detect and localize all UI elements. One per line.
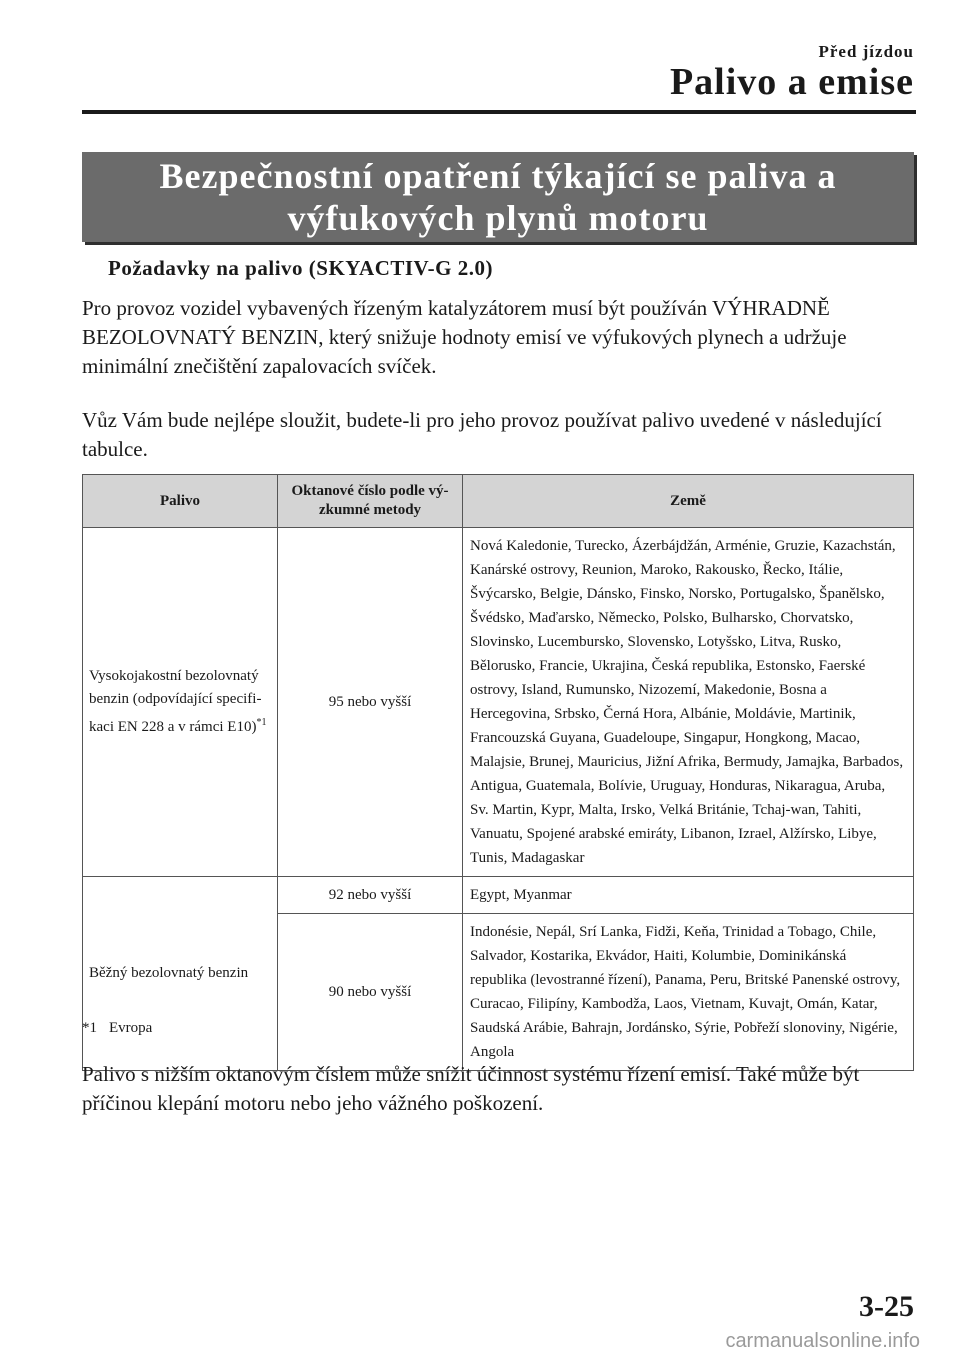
octane-cell: 90 nebo vyšší [278,914,463,1071]
section-label: Před jízdou [818,42,914,61]
header-country: Země [463,475,914,528]
section-banner [82,152,914,242]
fuel-type-cell [83,528,278,877]
paragraph-warning: Palivo s nižším oktanovým číslem může snížit účinnost systému řízení emisí. Také může být příčinou klepání motoru nebo jeho vážného poškození. [82,1062,860,1115]
countries-cell: Egypt, Myanmar [463,877,914,914]
header-fuel: Palivo [83,475,278,528]
banner-title: Bezpečnostní opatření týkající se paliva a výfukových plynů motoru [159,156,837,238]
header-octane: Oktanové číslo podle vý-zkumné metody [278,475,463,528]
table-row [83,877,914,914]
page-title: Palivo a emise [669,61,914,103]
footnote [82,1020,152,1037]
fuel-type-cell: Běžný bezolovnatý benzin [83,877,278,1071]
fuel-type: Vysokojakostní bezolovnatý benzin (odpovídající specifi-kaci EN 228 a v rámci E10) [89,668,262,735]
header-rule [82,110,916,114]
page-number: 3-25 [859,1290,914,1323]
octane-cell: 92 nebo vyšší [278,877,463,914]
table-header-row [83,475,914,528]
countries-cell: Nová Kaledonie, Turecko, Ázerbájdžán, Arménie, Gruzie, Kazachstán, Kanárské ostrovy, Reunion, Maroko, Rakousko, Řecko, Itálie, Švýcarsko, Belgie, Dánsko, Finsko, Norsko, Portugalsko, Španělsko, Švédsko, Maďarsko, Německo, Polsko, Bulharsko, Chorvatsko, Slovinsko, Lucembursko, Slovensko, Lotyšsko, Litva, Rusko, Bělorusko, Francie, Ukrajina, Česká republika, Estonsko, Faerské ostrovy, Island, Rumunsko, Nizozemí, Makedonie, Bosna a Hercegovina, Srbsko, Černá Hora, Albánie, Moldávie, Martinik, Francouzská Guyana, Guadeloupe, Singapur, Hongkong, Macao, Malajsie, Brunej, Mauricius, Jižní Afrika, Bermudy, Jamajka, Barbados, Antigua, Guatemala, Bolívie, Uruguay, Honduras, Nikaragua, Aruba, Sv. Martin, Kypr, Malta, Irsko, Velká Británie, Tchaj-wan, Tahiti, Vanuatu, Spojené arabské emiráty, Libanon, Izrael, Alžírsko, Libye, Tunis, Madagaskar [463,528,914,877]
watermark: carmanualsonline.info [725,1330,920,1352]
table-row [83,528,914,877]
footnote-ref: *1 [256,717,267,728]
footnote-text: Evropa [109,1020,153,1036]
countries-cell: Indonésie, Nepál, Srí Lanka, Fidži, Keňa, Trinidad a Tobago, Chile, Salvador, Kostarika, Ekvádor, Haiti, Kolumbie, Dominikánská republika (levostranné řízení), Panama, Peru, Britské Panenské ostrovy, Curacao, Filipíny, Kambodža, Laos, Vietnam, Kuvajt, Omán, Katar, Saudská Arábie, Bahrajn, Jordánsko, Sýrie, Pobřeží slonoviny, Nigérie, Angola [463,914,914,1071]
paragraph-requirement: Pro provoz vozidel vybavených řízeným katalyzátorem musí být používán VÝHRADNĚ BEZOLOVNATÝ BENZIN, který snižuje hodnoty emisí ve výfukových plynech a udržuje minimální znečištění zapalovacích svíček. [82,296,847,378]
paragraph-recommendation: Vůz Vám bude nejlépe sloužit, budete-li pro jeho provoz používat palivo uvedené v následující tabulce. [82,408,882,461]
subheading: Požadavky na palivo (SKYACTIV-G 2.0) [108,256,493,280]
octane-cell: 95 nebo vyšší [278,528,463,877]
fuel-table [82,474,914,1071]
footnote-mark: *1 [82,1020,97,1036]
